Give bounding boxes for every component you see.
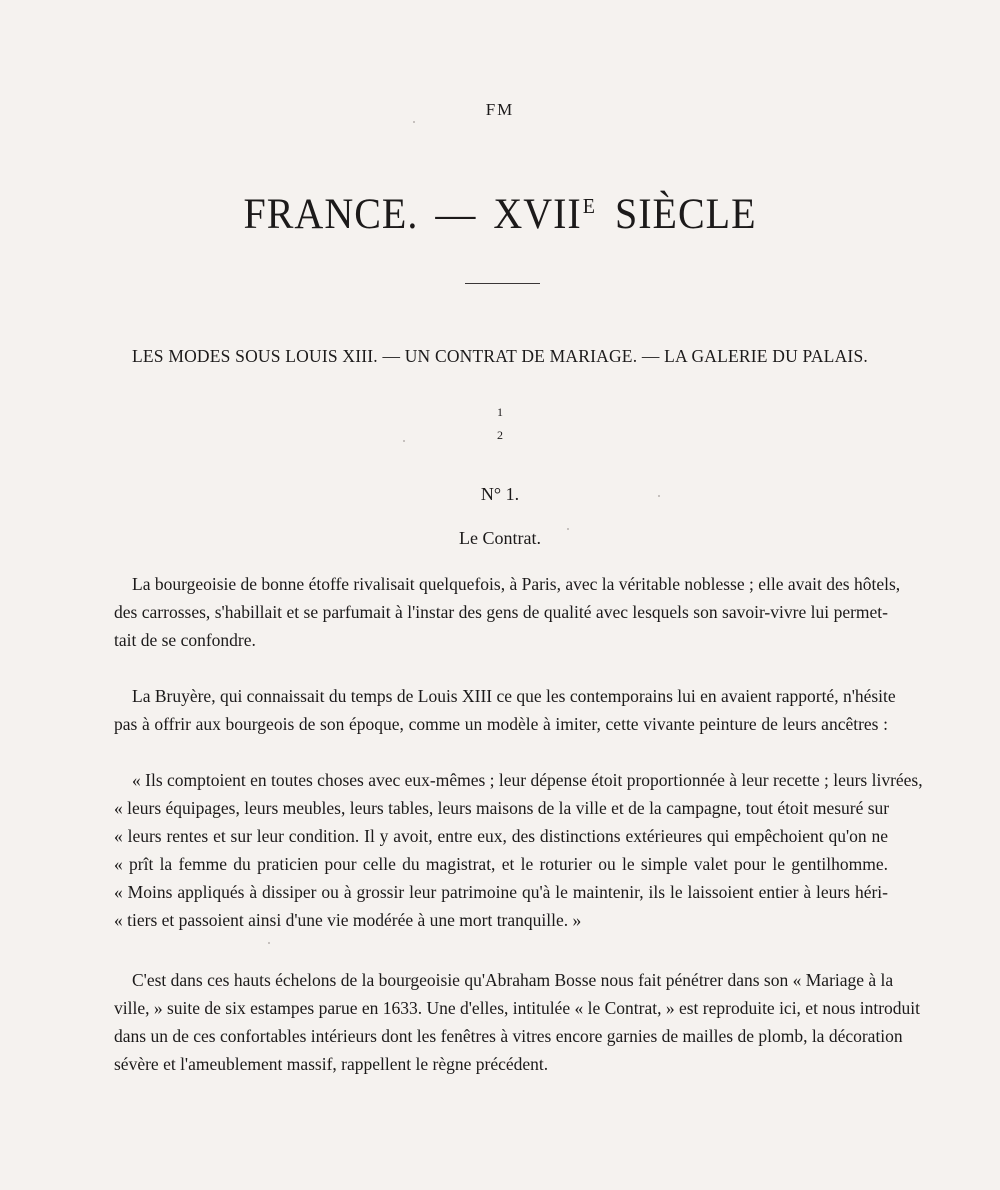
paper-speck [658, 495, 660, 497]
quote-line: « Moins appliqués à dissiper ou à grossir leur patrimoine qu'à le maintenir, ils le laissoient entier à leurs héri- [114, 882, 888, 902]
text-line: C'est dans ces hauts échelons de la bourgeoisie qu'Abraham Bosse nous fait pénétrer dans son « Mariage à la [132, 970, 894, 990]
plate-ref-1: 1 [497, 405, 503, 419]
paper-speck [268, 942, 270, 944]
title-main: FRANCE. — XVII [243, 189, 582, 238]
quote-line: « prît la femme du praticien pour celle du magistrat, et le roturier ou le simple valet pour le gentilhomme. [114, 854, 888, 874]
paragraph-4 [114, 966, 921, 1078]
text-line: ville, » suite de six estampes parue en 1633. Une d'elles, intitulée « le Contrat, » est reproduite ici, et nous introduit [114, 998, 921, 1018]
paper-speck [403, 440, 405, 442]
section-title: Le Contrat. [459, 528, 541, 548]
text-line: La bourgeoisie de bonne étoffe rivalisait quelquefois, à Paris, avec la véritable noblesse ; elle avait des hôtels, [132, 574, 901, 594]
text-line: pas à offrir aux bourgeois de son époque, comme un modèle à imiter, cette vivante peinture de leurs ancêtres : [114, 714, 888, 734]
paper-speck [413, 121, 415, 123]
text-line: La Bruyère, qui connaissait du temps de Louis XIII ce que les contemporains lui en avaient rapporté, n'hésite [132, 686, 896, 706]
text-line: dans un de ces confortables intérieurs dont les fenêtres à vitres encore garnies de mailles de plomb, la décoration [114, 1026, 903, 1046]
title-end: SIÈCLE [597, 189, 757, 238]
text-line: tait de se confondre. [114, 630, 256, 650]
quote-line: « leurs équipages, leurs meubles, leurs tables, leurs maisons de la ville et de la campagne, tout étoit mesuré sur [114, 798, 890, 818]
quote-line: « Ils comptoient en toutes choses avec eux-mêmes ; leur dépense étoit proportionnée à leur recette ; leurs livrées, [132, 770, 923, 790]
text-line: sévère et l'ameublement massif, rappellent le règne précédent. [114, 1054, 549, 1074]
paragraph-1 [114, 570, 901, 654]
section-number: N° 1. [480, 484, 520, 504]
plate-ref-2: 2 [497, 428, 503, 442]
quotation-block [114, 766, 923, 934]
title-superscript: E [582, 194, 596, 219]
page-mark: FM [485, 100, 515, 119]
quote-line: « leurs rentes et sur leur condition. Il y avoit, entre eux, des distinctions extérieures qui empêchoient qu'on ne [114, 826, 888, 846]
text-line: des carrosses, s'habillait et se parfumait à l'instar des gens de qualité avec lesquels son savoir-vivre lui permet- [114, 602, 888, 622]
paragraph-2 [114, 682, 896, 738]
page-subtitle: LES MODES SOUS LOUIS XIII. — UN CONTRAT DE MARIAGE. — LA GALERIE DU PALAIS. [132, 346, 868, 366]
title-divider [465, 283, 540, 284]
page-title [0, 188, 1000, 239]
quote-line: « tiers et passoient ainsi d'une vie modérée à une mort tranquille. » [114, 910, 582, 930]
paper-speck [567, 528, 569, 530]
